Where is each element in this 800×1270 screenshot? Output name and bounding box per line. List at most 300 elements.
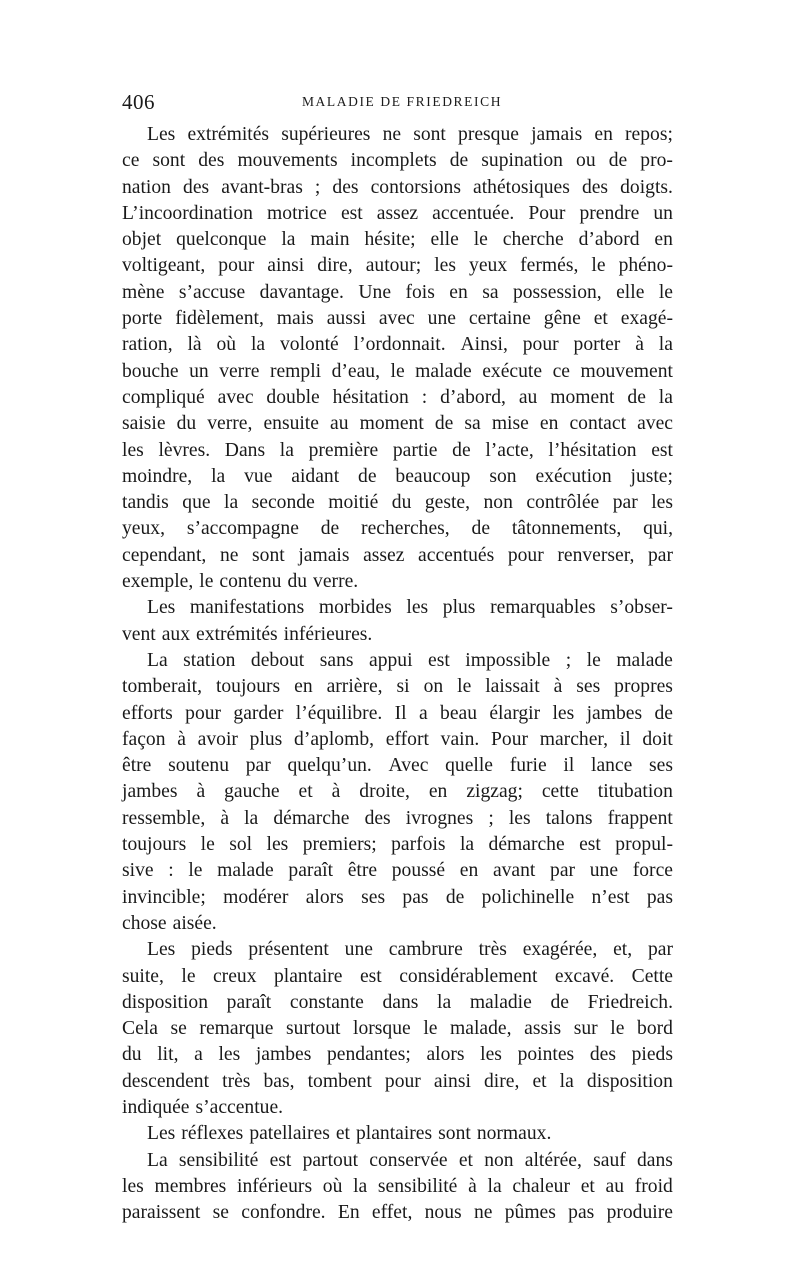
word: si	[396, 676, 410, 698]
word: en	[294, 676, 313, 698]
word: sol	[229, 834, 253, 856]
word: aussi	[326, 308, 366, 330]
word: fois	[405, 281, 435, 303]
word: pour	[218, 255, 255, 277]
word: inférieures.	[283, 623, 373, 645]
word: n’est	[591, 886, 630, 908]
word: disposition	[122, 991, 209, 1013]
word: patellaires	[249, 1123, 330, 1145]
word: s’obser-	[610, 597, 673, 619]
word: d’eau,	[331, 360, 381, 382]
word: polichinelle	[481, 886, 575, 908]
word: des	[364, 807, 391, 829]
word: au	[605, 1175, 625, 1197]
word: paraît	[288, 860, 334, 882]
word: paraît	[226, 991, 272, 1013]
word: considérablement	[399, 965, 538, 987]
word: l’équilibre.	[295, 702, 383, 724]
word: jamais	[531, 124, 583, 145]
word: est	[340, 202, 363, 224]
word: tandis	[122, 492, 169, 514]
word: son	[489, 465, 517, 487]
word: volonté	[279, 334, 339, 356]
word: pas	[568, 1202, 595, 1224]
word: malade	[415, 360, 472, 382]
word: les	[651, 492, 673, 514]
word: quelqu’un.	[287, 755, 372, 777]
word: bouche	[122, 360, 179, 382]
word: moment	[550, 386, 615, 408]
word: indiquée	[122, 1096, 190, 1118]
word: malade,	[450, 1018, 512, 1040]
word: ;	[565, 649, 572, 671]
word: motrice	[267, 202, 327, 224]
word: sa	[482, 281, 499, 303]
word: en	[594, 124, 613, 145]
word: fidèlement,	[175, 308, 264, 330]
word: hésitation	[332, 386, 409, 408]
word: doigts.	[620, 176, 673, 198]
word: à	[635, 334, 644, 356]
word: la	[459, 834, 475, 856]
word: malade	[217, 860, 274, 882]
word: au	[330, 413, 349, 435]
word: ses	[361, 886, 386, 908]
word: creux	[212, 965, 257, 987]
word: de	[434, 413, 454, 435]
word: dire,	[484, 1070, 520, 1092]
word: juste;	[630, 465, 673, 487]
word: mène	[122, 281, 165, 303]
word: ainsi	[267, 255, 305, 277]
word: moitié	[328, 492, 379, 514]
word: double	[266, 386, 320, 408]
word: Ainsi,	[460, 334, 508, 356]
word: geste,	[424, 492, 471, 514]
word: ne	[382, 124, 402, 145]
word: tombent	[307, 1070, 372, 1092]
word: sive	[122, 860, 154, 882]
text-line	[122, 648, 673, 674]
word: les	[480, 1044, 502, 1066]
word: invincible;	[122, 886, 206, 908]
word: la	[487, 1175, 502, 1197]
word: effet,	[371, 1202, 413, 1224]
word: confondre.	[241, 1202, 326, 1224]
word: Pour	[528, 202, 566, 224]
word: ivrognes	[405, 807, 474, 829]
word: un	[653, 202, 673, 224]
word: tomberait,	[122, 676, 202, 698]
word: les	[266, 834, 289, 856]
word: par	[550, 860, 576, 882]
word: être	[347, 860, 378, 882]
word: plus	[249, 728, 283, 750]
word: se	[170, 1018, 187, 1040]
word: ce	[552, 360, 570, 382]
word: bas,	[263, 1070, 295, 1092]
word: certaine	[468, 308, 531, 330]
word: les	[218, 1044, 241, 1066]
word: les	[508, 807, 531, 829]
text-line	[122, 885, 673, 911]
word: elle	[616, 281, 645, 303]
word: le	[199, 571, 214, 593]
text-line	[122, 569, 673, 595]
word: le	[591, 255, 606, 277]
word: prendre	[579, 202, 640, 224]
word: paraissent	[122, 1202, 201, 1224]
word: exécute	[482, 360, 543, 382]
text-line	[122, 227, 673, 253]
text-line	[122, 937, 673, 963]
word: beau	[440, 702, 478, 724]
word: pieds	[631, 1044, 673, 1066]
word: s’accuse	[178, 281, 246, 303]
word: Cela	[122, 1018, 158, 1040]
word: moment	[359, 413, 424, 435]
word: contact	[569, 413, 627, 435]
word: remarquables	[490, 597, 596, 619]
word: est	[359, 965, 382, 987]
word: assis	[524, 1018, 562, 1040]
word: de	[320, 518, 340, 540]
word: de	[445, 886, 465, 908]
word: moindre,	[122, 465, 193, 487]
text-line	[122, 306, 673, 332]
word: chaleur	[512, 1175, 570, 1197]
word: plantaires	[355, 1123, 433, 1145]
text-line	[122, 516, 673, 542]
word: ;	[314, 176, 321, 198]
word: presque	[458, 124, 519, 145]
word: la	[658, 334, 673, 356]
word: le	[658, 281, 673, 303]
word: efforts	[122, 702, 173, 724]
word: démarche	[488, 834, 565, 856]
word: garder	[233, 702, 284, 724]
text-line	[122, 832, 673, 858]
word: appui	[369, 649, 413, 671]
word: sont	[152, 150, 186, 172]
word: la	[279, 439, 294, 461]
word: supination	[481, 150, 563, 172]
word: pieds	[191, 939, 233, 961]
word: excavé.	[554, 965, 615, 987]
word: l’ordonnait.	[353, 334, 446, 356]
word: station	[183, 649, 236, 671]
text-line	[122, 148, 673, 174]
word: l’acte,	[485, 439, 534, 461]
text-line	[122, 1095, 673, 1121]
word: cependant,	[122, 544, 207, 566]
text-line	[122, 332, 673, 358]
word: malade	[616, 649, 673, 671]
word: où	[322, 1175, 343, 1197]
running-head: MALADIE DE FRIEDREICH	[301, 94, 503, 109]
word: tâtonnements,	[511, 518, 622, 540]
word: et	[580, 1175, 595, 1197]
word: repos;	[625, 124, 673, 145]
word: est	[428, 649, 450, 671]
word: des	[581, 176, 609, 198]
word: mouvements	[237, 150, 338, 172]
word: la	[437, 991, 452, 1013]
word: sa	[464, 413, 481, 435]
word: titubation	[597, 781, 673, 803]
word: ration,	[122, 334, 173, 356]
page-number: 406	[122, 90, 155, 114]
word: verre	[219, 360, 260, 382]
word: de	[471, 518, 491, 540]
text-line	[122, 359, 673, 385]
word: fermés,	[520, 255, 579, 277]
word: bord	[637, 1018, 673, 1040]
word: Avec	[388, 755, 429, 777]
text-line	[122, 674, 673, 700]
word: inférieurs	[237, 1175, 313, 1197]
word: partout	[302, 1149, 359, 1171]
word: s’accentue.	[195, 1096, 284, 1118]
word: réflexes	[181, 1123, 244, 1145]
word: mise	[491, 413, 529, 435]
word: pour	[384, 1070, 421, 1092]
word: talons	[545, 807, 593, 829]
word: que	[182, 492, 211, 514]
word: le	[586, 649, 601, 671]
word: laissait	[485, 676, 540, 698]
word: à	[177, 728, 186, 750]
word: pour	[507, 544, 544, 566]
word: ne	[219, 544, 239, 566]
word: en	[449, 281, 468, 303]
word: supérieures	[281, 124, 371, 145]
word: marcher,	[539, 728, 609, 750]
word: chose	[122, 912, 167, 934]
word: de	[452, 439, 471, 461]
word: lèvres.	[158, 439, 211, 461]
text-line	[122, 806, 673, 832]
word: soutenu	[168, 755, 230, 777]
word: Les	[147, 939, 176, 961]
word: vue	[244, 465, 273, 487]
word: quelle	[445, 755, 493, 777]
word: est	[579, 834, 601, 856]
word: aisée.	[172, 912, 217, 934]
word: a	[194, 1044, 203, 1066]
word: objet	[122, 229, 162, 251]
text-line	[122, 1016, 673, 1042]
word: membres	[154, 1175, 227, 1197]
word: mouvement	[580, 360, 673, 382]
word: jamais	[298, 544, 350, 566]
word: rempli	[269, 360, 322, 382]
word: non	[484, 1149, 514, 1171]
word: toujours	[215, 676, 281, 698]
word: il	[619, 728, 631, 750]
word: athétosiques	[473, 176, 570, 198]
text-line	[122, 1069, 673, 1095]
word: pour	[185, 702, 222, 724]
word: un	[189, 360, 209, 382]
word: une	[427, 308, 456, 330]
word: plantaire	[273, 965, 343, 987]
word: une	[344, 939, 373, 961]
word: à	[331, 781, 341, 803]
word: contorsions	[370, 176, 461, 198]
word: altérée,	[524, 1149, 582, 1171]
word: maladie	[469, 991, 532, 1013]
word: très	[222, 1070, 251, 1092]
word: possession,	[512, 281, 602, 303]
word: pointes	[517, 1044, 575, 1066]
word: modérer	[223, 886, 289, 908]
word: quelconque	[176, 229, 267, 251]
word: conservée	[369, 1149, 448, 1171]
word: l’hésitation	[548, 439, 637, 461]
word: produire	[606, 1202, 673, 1224]
word: une	[589, 860, 619, 882]
word: Les	[147, 597, 176, 619]
word: extrémités	[187, 124, 270, 145]
word: le	[473, 229, 488, 251]
text-line	[122, 438, 673, 464]
text-line	[122, 280, 673, 306]
word: constante	[289, 991, 364, 1013]
word: les	[122, 439, 144, 461]
word: Une	[358, 281, 392, 303]
word: sont	[438, 1123, 471, 1145]
word: et	[335, 1123, 350, 1145]
word: Pour	[491, 728, 529, 750]
word: des	[183, 176, 210, 198]
word: toujours	[122, 834, 187, 856]
word: façon	[122, 728, 166, 750]
word: très	[478, 939, 507, 961]
word: cette	[541, 781, 579, 803]
word: de	[627, 386, 646, 408]
word: exagé-	[620, 308, 673, 330]
word: voltigeant,	[122, 255, 206, 277]
text-line	[122, 990, 673, 1016]
word: zigzag;	[466, 781, 523, 803]
word: pro-	[640, 150, 673, 172]
word: jambes	[255, 1044, 312, 1066]
word: pas	[402, 886, 429, 908]
word: d’abord,	[440, 386, 506, 408]
word: froid	[634, 1175, 673, 1197]
word: à	[220, 807, 230, 829]
word: ;	[488, 807, 494, 829]
word: à	[468, 1175, 477, 1197]
word: jambes	[122, 781, 178, 803]
word: exécution	[535, 465, 612, 487]
word: la	[559, 1070, 574, 1092]
word: :	[421, 386, 428, 408]
word: et	[298, 781, 313, 803]
word: L’incoordination	[122, 202, 253, 224]
word: frappent	[607, 807, 673, 829]
word: avant	[492, 860, 536, 882]
word: lit,	[157, 1044, 179, 1066]
word: par	[647, 939, 673, 961]
word: effort	[385, 728, 429, 750]
text-line	[122, 911, 673, 937]
word: le	[423, 1018, 438, 1040]
word: incomplets	[350, 150, 437, 172]
word: à	[196, 781, 206, 803]
word: la	[281, 229, 296, 251]
word: propres	[614, 676, 673, 698]
word: de	[358, 465, 377, 487]
word: on	[423, 676, 444, 698]
text-line	[122, 1148, 673, 1174]
word: contrôlée	[526, 492, 600, 514]
word: :	[168, 860, 174, 882]
word: sensibilité	[377, 1175, 458, 1197]
word: ce	[122, 150, 140, 172]
word: Cette	[631, 965, 673, 987]
word: ressemble,	[122, 807, 206, 829]
word: des	[332, 176, 359, 198]
word: renverser,	[557, 544, 635, 566]
word: vent	[122, 623, 156, 645]
word: se	[212, 1202, 229, 1224]
page-header	[122, 90, 682, 116]
word: nation	[122, 176, 171, 198]
text-line	[122, 858, 673, 884]
text-line	[122, 411, 673, 437]
word: les	[122, 1175, 144, 1197]
word: la	[250, 334, 266, 356]
word: d’aplomb,	[294, 728, 375, 750]
text-line	[122, 1200, 673, 1226]
word: gêne	[543, 308, 581, 330]
word: Il	[394, 702, 407, 724]
word: les	[406, 597, 429, 619]
word: Les	[147, 1123, 176, 1145]
word: vain.	[440, 728, 480, 750]
word: recherches,	[361, 518, 450, 540]
word: et,	[613, 939, 633, 961]
word: hésite;	[364, 229, 416, 251]
word: normaux.	[476, 1123, 552, 1145]
word: le	[457, 676, 472, 698]
word: contenu	[219, 571, 282, 593]
word: saisie	[122, 413, 166, 435]
word: et	[532, 1070, 547, 1092]
word: aidant	[291, 465, 340, 487]
word: sans	[319, 649, 354, 671]
word: furie	[509, 755, 547, 777]
word: sauf	[593, 1149, 626, 1171]
word: le	[390, 360, 405, 382]
word: debout	[250, 649, 305, 671]
text-line	[122, 201, 673, 227]
word: exemple,	[122, 571, 194, 593]
word: est	[269, 1149, 292, 1171]
word: la	[211, 465, 226, 487]
text-line	[122, 175, 673, 201]
text-line	[122, 595, 673, 621]
word: pour	[522, 334, 559, 356]
word: ensuite	[263, 413, 319, 435]
word: la	[224, 492, 239, 514]
word: yeux	[469, 255, 508, 277]
text-line	[122, 622, 673, 648]
text-line	[122, 385, 673, 411]
word: en	[428, 781, 448, 803]
